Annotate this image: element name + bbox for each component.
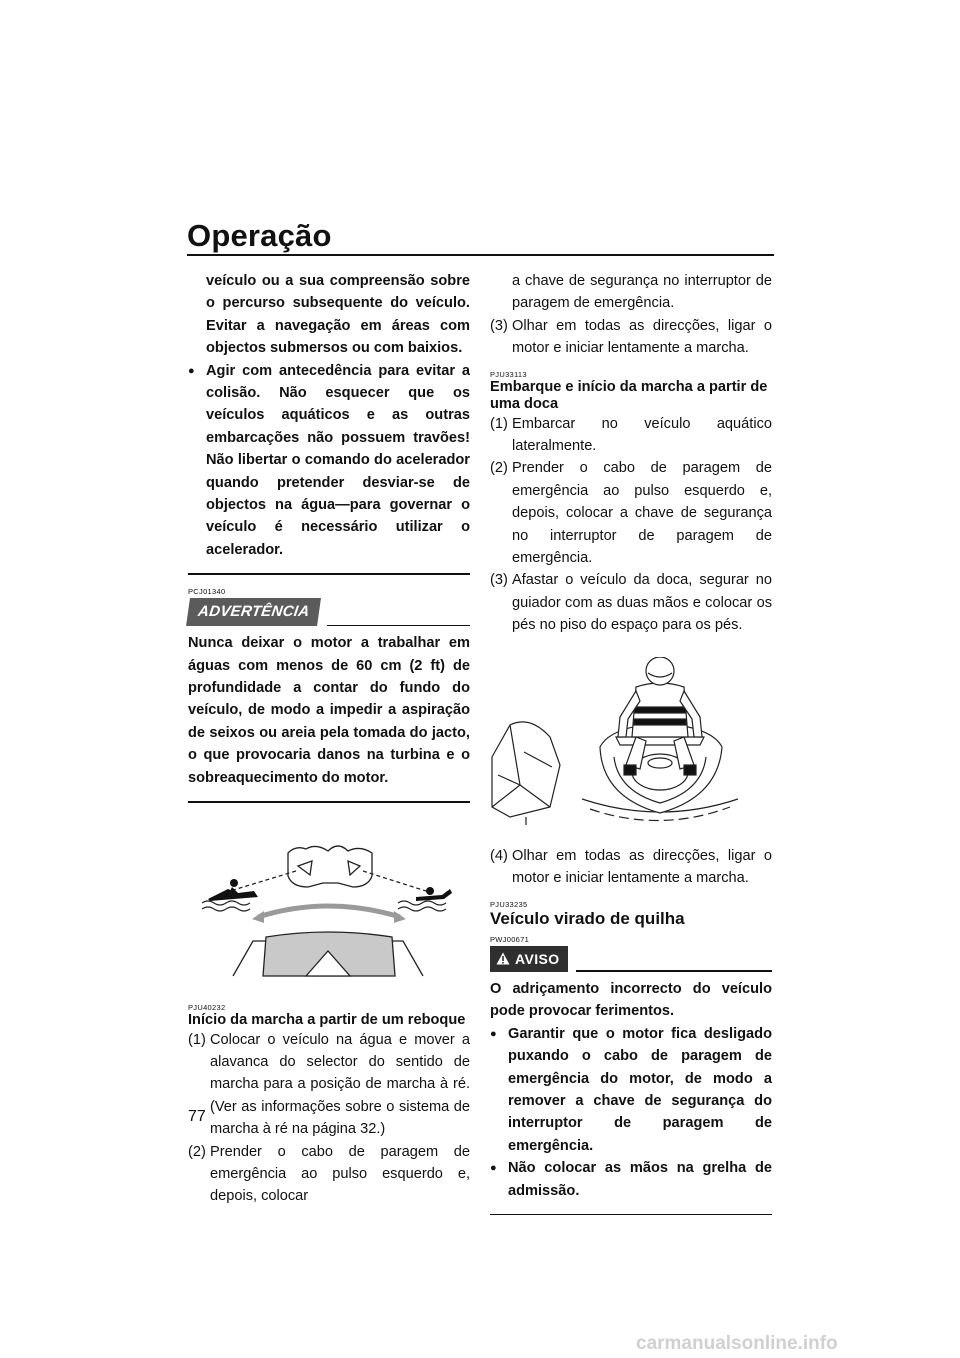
left-column xyxy=(188,270,470,1208)
step-text: Embarcar no veículo aquático lateralmente. xyxy=(512,415,772,455)
caution-code: PWJ00671 xyxy=(490,934,530,944)
watermark-text: carmanualsonline.info xyxy=(636,1333,838,1354)
step-number: (2) xyxy=(188,1143,206,1160)
step-text: Afastar o veículo da doca, segurar no guiador com as duas mãos e colocar os pés no piso do espaço para os pés. xyxy=(512,572,772,634)
title-rule xyxy=(187,254,774,256)
section-title: Início da marcha a partir de um reboque xyxy=(188,1011,466,1028)
step-item xyxy=(490,315,772,360)
step-text: Olhar em todas as direcções, ligar o motor e iniciar lentamente a marcha. xyxy=(512,317,772,357)
step-item xyxy=(490,457,772,569)
section-title: Embarque e início da marcha a partir de uma doca xyxy=(490,378,768,412)
page-title: Operação xyxy=(187,218,332,253)
section-title: Veículo virado de quilha xyxy=(490,908,685,928)
bullet-item: ● Não colocar as mãos na grelha de admissão. xyxy=(490,1157,772,1202)
step-text: Prender o cabo de paragem de emergência ao pulso esquerdo e, depois, colocar xyxy=(210,1143,470,1205)
rider-view-illustration xyxy=(188,831,470,981)
section-code: PJU40232 xyxy=(188,1002,226,1012)
warning-header xyxy=(188,598,470,626)
step-item xyxy=(490,569,772,636)
warning-badge: ADVERTÊNCIA xyxy=(186,598,321,626)
caution-label: AVISO xyxy=(515,950,560,967)
caution-header-rule xyxy=(576,970,772,972)
bullet-item: ● Garantir que o motor fica desligado puxando o cabo de paragem de emergência do motor, de modo a remover a chave de segurança do interruptor de paragem de emergência. xyxy=(490,1023,772,1157)
step-number: (1) xyxy=(188,1031,206,1048)
continued-text: a chave de segurança no interruptor de paragem de emergência. xyxy=(512,273,772,312)
step-text: Colocar o veículo na água e mover a alavanca do selector do sentido de marcha para a posição de marcha à ré. (Ver as informações sobre o sistema de marcha à ré na página 32.) xyxy=(210,1031,470,1138)
section-code: PJU33235 xyxy=(490,899,528,909)
step-text: Olhar em todas as direcções, ligar o motor e iniciar lentamente a marcha. xyxy=(512,847,772,887)
watermark-logo xyxy=(636,1330,956,1356)
continued-text: veículo ou a sua compreensão sobre o percurso subsequente do veículo. Evitar a navegação em áreas com objectos submersos ou com baixios. xyxy=(206,273,470,357)
warning-header-rule xyxy=(327,625,470,627)
right-column xyxy=(490,270,772,1215)
warning-text: Nunca deixar o motor a trabalhar em águas com menos de 60 cm (2 ft) de profundidade a contar do fundo do veículo, de modo a impedir a aspiração de seixos ou areia pela tomada do jacto, o que provocaria danos na turbina e o sobreaquecimento do motor. xyxy=(188,635,470,786)
caution-header xyxy=(490,946,772,972)
warning-triangle-icon xyxy=(496,952,510,965)
step-number: (2) xyxy=(490,460,508,477)
step-item xyxy=(188,1141,470,1208)
warning-code: PCJ01340 xyxy=(188,586,226,596)
divider xyxy=(188,573,470,575)
section-code: PJU33113 xyxy=(490,369,527,379)
page-number: 77 xyxy=(188,1108,206,1125)
divider xyxy=(490,1214,772,1216)
divider xyxy=(188,801,470,803)
step-item xyxy=(490,413,772,458)
step-text: Prender o cabo de paragem de emergência ao pulso esquerdo e, depois, colocar a chave de segurança no interruptor de paragem de emergência. xyxy=(512,460,772,567)
dock-boarding-illustration xyxy=(490,657,772,827)
step-item xyxy=(490,845,772,890)
step-number: (3) xyxy=(490,317,508,334)
step-number: (1) xyxy=(490,415,508,432)
caution-badge xyxy=(490,946,568,972)
step-number: (4) xyxy=(490,847,508,864)
step-number: (3) xyxy=(490,572,508,589)
bullet-item: ● Agir com antecedência para evitar a colisão. Não esquecer que os veículos aquáticos e as outras embarcações não possuem travões! Não libertar o comando do acelerador quando pretender desviar-se de objectos na água—para governar o veículo é necessário utilizar o acelerador. xyxy=(188,360,470,562)
step-item xyxy=(188,1029,470,1141)
caution-text: O adriçamento incorrecto do veículo pode provocar ferimentos. xyxy=(490,980,772,1020)
